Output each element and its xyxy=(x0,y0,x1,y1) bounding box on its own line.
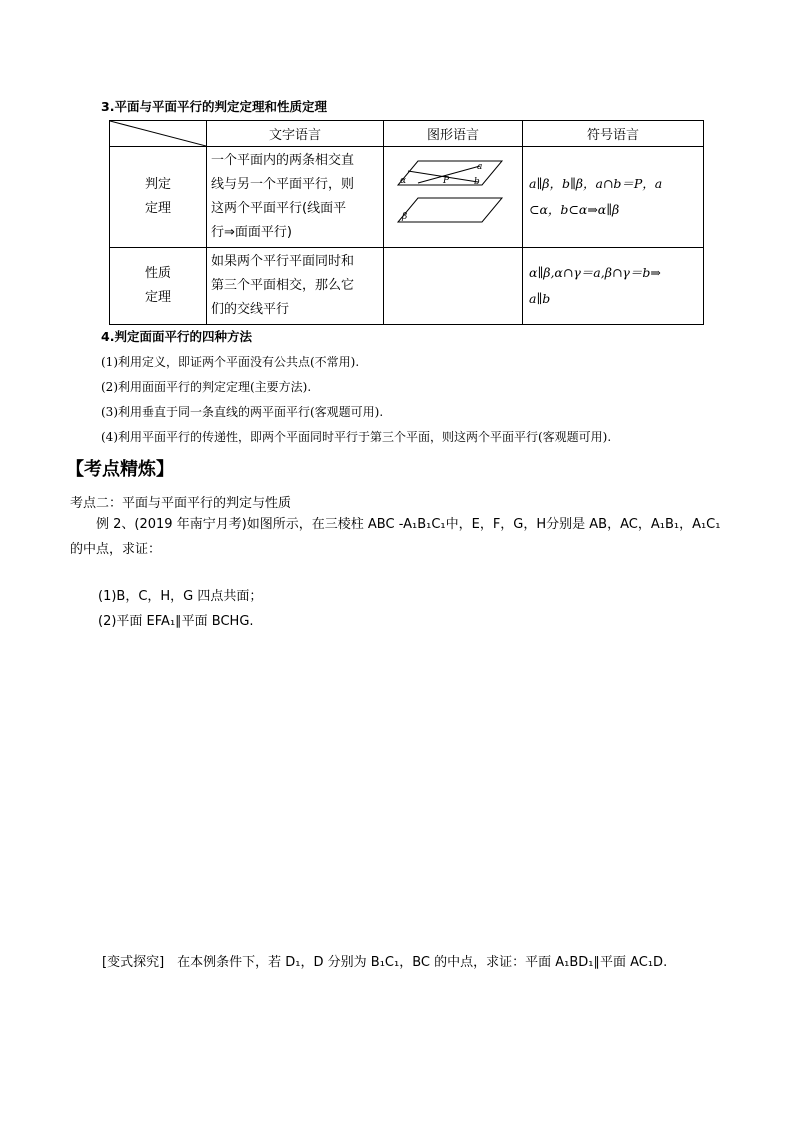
table-row-property xyxy=(110,248,704,325)
plane-alpha xyxy=(398,161,502,185)
criterion-diagram xyxy=(384,147,523,248)
example-line-2: 的中点，求证： xyxy=(70,542,162,557)
method-item: (4)利用平面平行的传递性，即两个平面同时平行于第三个平面，则这两个平面平行(客观题可用). xyxy=(101,430,612,444)
text-line: 这两个平面平行(线面平 xyxy=(211,201,347,216)
property-diagram-empty xyxy=(384,248,523,325)
theorem-table xyxy=(109,120,704,325)
text-line: 行⇒面面平行) xyxy=(211,225,292,240)
criterion-text xyxy=(207,147,384,248)
label-line: 定理 xyxy=(144,201,171,216)
label-beta: β xyxy=(402,212,408,222)
label-alpha: α xyxy=(400,176,407,186)
method-item: (3)利用垂直于同一条直线的两平面平行(客观题可用). xyxy=(101,405,384,419)
kaodian-title: 【考点精炼】 xyxy=(66,459,174,480)
label-line: 性质 xyxy=(144,266,171,281)
label-P: P xyxy=(443,176,450,186)
text-line: 一个平面内的两条相交直 xyxy=(211,153,355,168)
example-part-1: (1)B，C，H，G 四点共面； xyxy=(98,589,263,604)
label-line: 判定 xyxy=(144,177,171,192)
section3-heading: 3.平面与平面平行的判定定理和性质定理 xyxy=(101,99,327,114)
example-part-2: (2)平面 EFA₁∥平面 BCHG. xyxy=(98,614,254,629)
parallel-planes-diagram xyxy=(384,147,522,247)
label-a: a xyxy=(477,162,483,172)
table-row-criterion xyxy=(110,147,704,248)
symbol-line: a∥β，b∥β，a∩b＝P，a xyxy=(529,176,663,191)
table-header-row xyxy=(110,121,704,147)
row-label-criterion xyxy=(110,147,207,248)
property-text xyxy=(207,248,384,325)
header-symbol-language: 符号语言 xyxy=(523,121,704,147)
text-line: 们的交线平行 xyxy=(211,302,290,317)
method-item: (1)利用定义，即证两个平面没有公共点(不常用). xyxy=(101,355,360,369)
text-line: 第三个平面相交，那么它 xyxy=(211,278,355,293)
symbol-line: ⊂α，b⊂α⇒α∥β xyxy=(529,202,620,217)
example-line-1: 例 2、(2019 年南宁月考)如图所示，在三棱柱 ABC -A₁B₁C₁中，E，F，G，H分别是 AB，AC，A₁B₁，A₁C₁ xyxy=(96,517,721,532)
symbol-line: α∥β,α∩γ＝a,β∩γ＝b⇒ xyxy=(529,265,661,280)
property-symbol xyxy=(523,248,704,325)
label-line: 定理 xyxy=(144,290,171,305)
header-graphic-language: 图形语言 xyxy=(384,121,523,147)
text-line: 线与另一个平面平行，则 xyxy=(211,177,355,192)
section4-heading: 4.判定面面平行的四种方法 xyxy=(101,329,252,344)
header-text-language: 文字语言 xyxy=(207,121,384,147)
text-line: 如果两个平行平面同时和 xyxy=(211,254,355,269)
header-corner-cell xyxy=(110,121,207,147)
label-b: b xyxy=(474,177,480,187)
variant-question: [变式探究] 在本例条件下，若 D₁，D 分别为 B₁C₁，BC 的中点，求证：平面 A₁BD₁∥平面 AC₁D. xyxy=(102,955,668,970)
method-item: (2)利用面面平行的判定定理(主要方法). xyxy=(101,380,312,394)
kaodian-subtitle: 考点二：平面与平面平行的判定与性质 xyxy=(70,496,292,511)
diagonal-line xyxy=(110,121,206,146)
row-label-property xyxy=(110,248,207,325)
symbol-line: a∥b xyxy=(529,291,551,306)
plane-beta xyxy=(398,198,502,222)
criterion-symbol xyxy=(523,147,704,248)
